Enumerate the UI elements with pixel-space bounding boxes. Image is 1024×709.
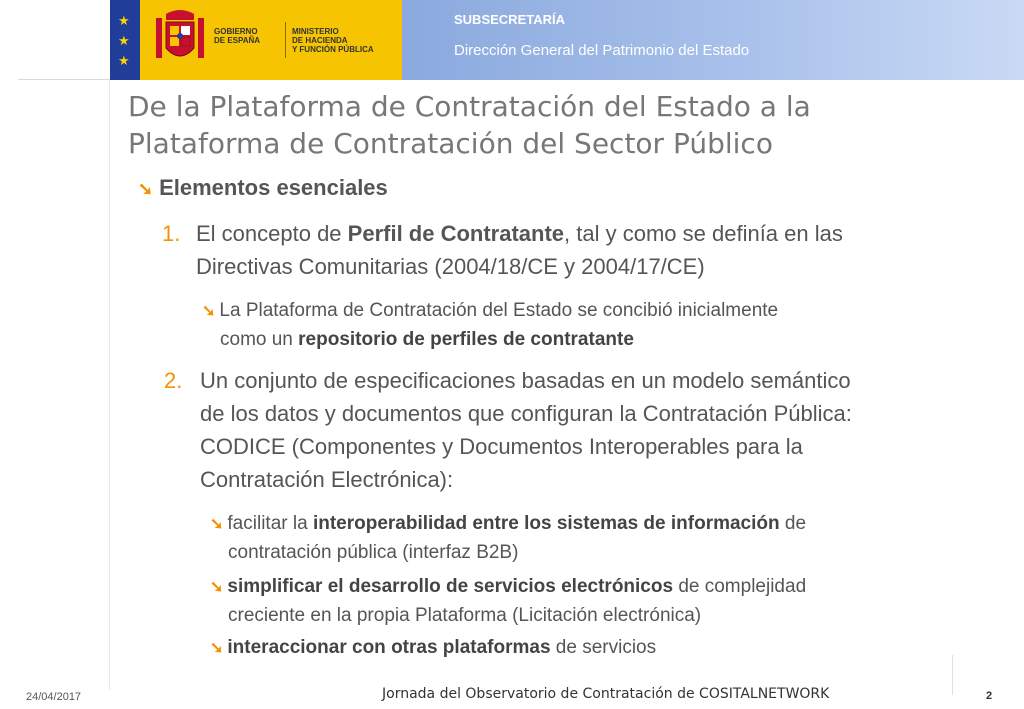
eu-flag-icon: ★ ★ ★ [110,0,140,80]
arrow-down-right-icon: ➘ [210,516,224,533]
direccion-label: Dirección General del Patrimonio del Estado [454,42,750,59]
title-line-2: Plataforma de Contratación del Sector Público [128,127,773,160]
sub3-line-2: creciente en la propia Plataforma (Licitación electrónica) [228,605,702,626]
sub-bullet-2 [210,510,990,567]
item1-text-bold: Perfil de Contratante [347,221,565,246]
footer-date: 24/04/2017 [26,691,82,703]
item-number: 1. [162,221,181,246]
sub1-text-bold: repositorio de perfiles de contratante [298,329,634,350]
arrow-down-right-icon: ➘ [210,640,224,657]
footer-vertical-rule [952,655,953,695]
sub4-text-post: de servicios [550,637,657,658]
arrow-down-right-icon: ➘ [210,579,224,596]
sub-bullet-1 [202,297,962,354]
arrow-down-right-icon: ➘ [202,303,216,320]
sub-bullet-4 [210,634,990,663]
item2-line-4: Contratación Electrónica): [200,467,454,492]
ministerio-label: MINISTERIO DE HACIENDA Y FUNCIÓN PÚBLICA [292,27,374,54]
sub1-text-pre: como un [220,329,299,350]
section-heading [138,175,388,201]
sub2-line-2: contratación pública (interfaz B2B) [228,542,519,563]
header-left-blank [0,0,110,80]
sub2-text-pre: facilitar la [227,513,313,534]
item2-line-1: Un conjunto de especificaciones basadas en un modelo semántico [200,368,851,393]
item-text [200,364,1000,496]
gobierno-label: GOBIERNO DE ESPAÑA [214,27,261,45]
item1-text-post: , tal y como se definía en las [564,221,843,246]
arrow-down-right-icon: ➘ [138,179,154,199]
header-divider [18,79,110,80]
sub2-text-bold: interoperabilidad entre los sistemas de información [312,513,780,534]
item2-line-2: de los datos y documentos que configuran la Contratación Pública: [200,401,852,426]
item1-line-2: Directivas Comunitarias (2004/18/CE y 2004/17/CE) [196,254,705,279]
sub2-text-post: de [779,513,807,534]
sub3-text-bold: simplificar el desarrollo de servicios electrónicos [227,576,674,597]
sub-bullet-3 [210,573,990,630]
item1-text-pre: El concepto de [196,221,348,246]
left-vertical-rule [109,80,110,690]
section-label: Elementos esenciales [159,175,388,200]
item2-line-3: CODICE (Componentes y Documentos Interoperables para la [200,434,803,459]
title-line-1: De la Plataforma de Contratación del Estado a la [128,90,811,123]
header-band [402,0,1024,80]
sub3-text-post: de complejidad [673,576,807,597]
sub1-line-1: La Plataforma de Contratación del Estado se concibió inicialmente [219,300,779,321]
sub4-text-bold: interaccionar con otras plataformas [227,637,551,658]
coat-of-arms-icon [154,8,206,70]
logo-separator [285,22,286,58]
footer-event: Jornada del Observatorio de Contratación de COSITALNETWORK [382,686,830,702]
government-logo [140,0,402,80]
page-number: 2 [986,690,993,702]
slide-title [128,88,1008,162]
item-text [196,217,996,283]
item-number: 2. [164,368,183,393]
subsecretaria-label: SUBSECRETARÍA [454,12,565,27]
